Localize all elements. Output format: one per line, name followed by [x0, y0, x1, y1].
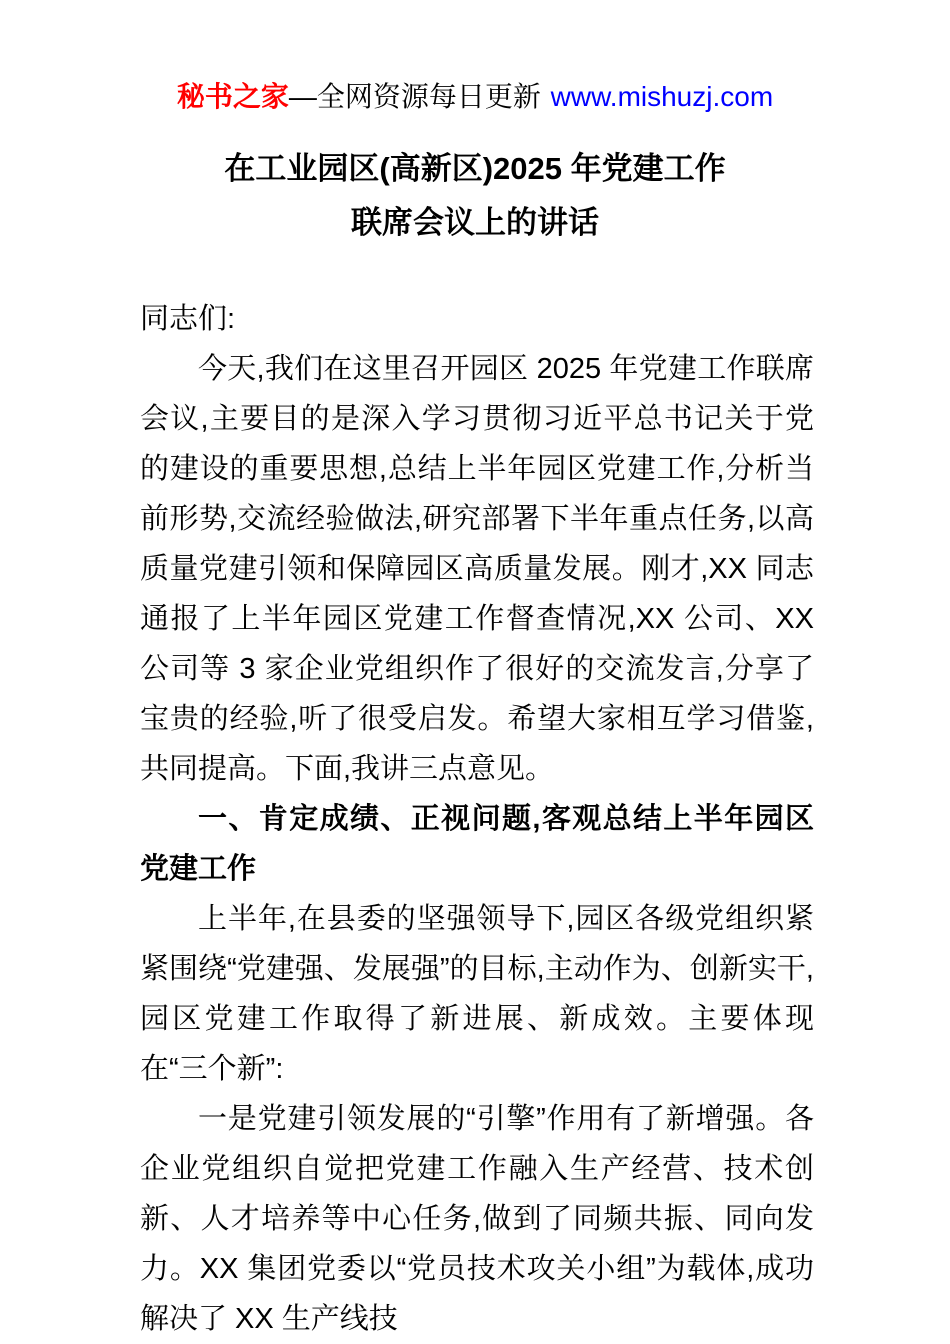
document-title — [0, 142, 950, 250]
paragraph-opening: 今天,我们在这里召开园区 2025 年党建工作联席会议,主要目的是深入学习贯彻习近平总书记关于党的建设的重要思想,总结上半年园区党建工作,分析当前形势,交流经验做法,研究部署下半年重点任务,以高质量党建引领和保障园区高质量发展。刚才,XX 同志通报了上半年园区党建工作督查情况,XX 公司、XX 公司等 3 家企业党组织作了很好的交流发言,分享了宝贵的经验,听了很受启发。希望大家相互学习借鉴,共同提高。下面,我讲三点意见。 — [140, 353, 814, 785]
site-header — [0, 76, 950, 118]
section-heading-1: 一、肯定成绩、正视问题,客观总结上半年园区党建工作 — [140, 803, 814, 885]
document-title-line2: 联席会议上的讲话 — [351, 205, 599, 240]
salutation: 同志们: — [140, 303, 236, 335]
site-brand: 秘书之家 — [176, 81, 289, 112]
document-title-line1: 在工业园区(高新区)2025 年党建工作 — [224, 151, 726, 186]
document-body — [140, 294, 814, 1344]
paragraph-first-point: 一是党建引领发展的“引擎”作用有了新增强。各企业党组织自觉把党建工作融入生产经营、技术创新、人才培养等中心任务,做到了同频共振、同向发力。XX 集团党委以“党员技术攻关小组”为载体,成功解决了 XX 生产线技 — [140, 1103, 814, 1335]
paragraph-achievements: 上半年,在县委的坚强领导下,园区各级党组织紧紧围绕“党建强、发展强”的目标,主动作为、创新实干,园区党建工作取得了新进展、新成效。主要体现在“三个新”: — [140, 903, 814, 1085]
site-tagline: —全网资源每日更新 — [288, 81, 541, 112]
site-url-link[interactable]: www.mishuzj.com — [550, 81, 774, 112]
